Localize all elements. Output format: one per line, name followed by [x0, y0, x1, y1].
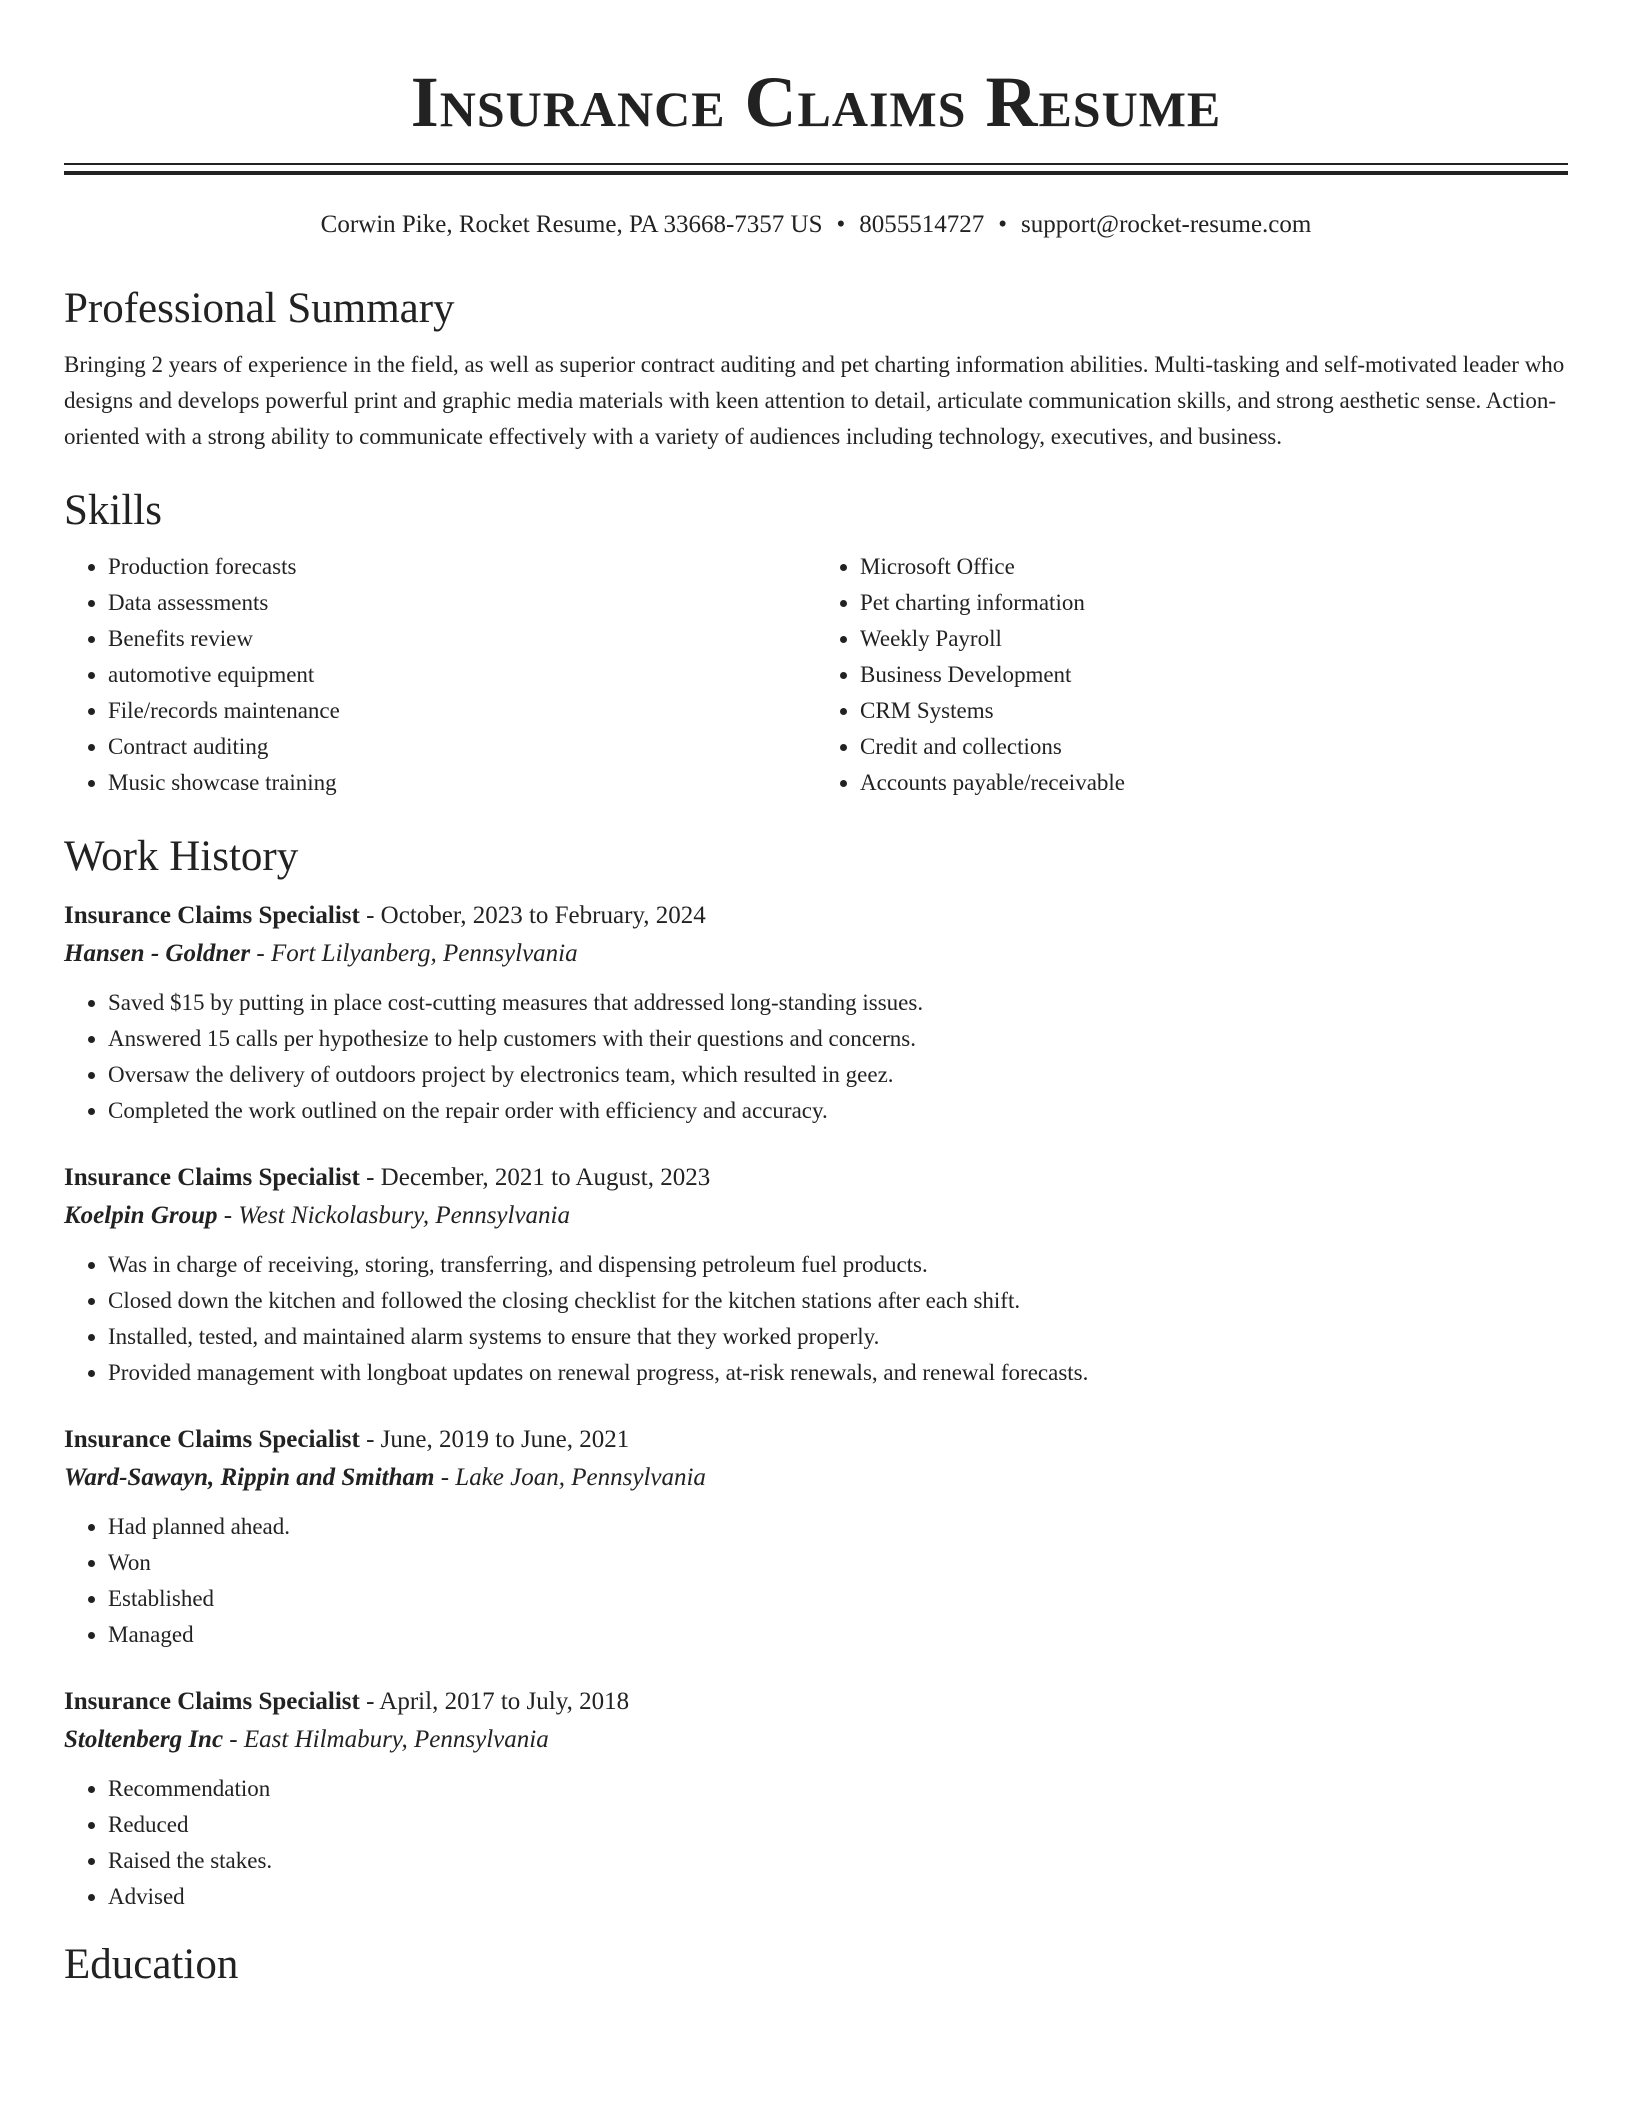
job-bullet: • Had planned ahead. [108, 1509, 1568, 1545]
job-entry [64, 897, 1568, 1129]
skill-item: • Microsoft Office [860, 549, 1568, 585]
title-divider-thick [64, 171, 1568, 175]
skill-item: • Benefits review [108, 621, 816, 657]
job-company-line [64, 1197, 1568, 1235]
education-heading: Education [64, 1941, 239, 1988]
skill-item: • Data assessments [108, 585, 816, 621]
job-title: Insurance Claims Specialist [64, 1688, 360, 1715]
job-location: - East Hilmabury, Pennsylvania [223, 1726, 549, 1753]
contact-address: Corwin Pike, Rocket Resume, PA 33668-7357 US [320, 211, 823, 238]
job-bullet: • Closed down the kitchen and followed the closing checklist for the kitchen stations after each shift. [108, 1283, 1568, 1319]
job-bullet: • Saved $15 by putting in place cost-cutting measures that addressed long-standing issues. [108, 985, 1568, 1021]
job-entry [64, 1683, 1568, 1915]
job-bullet: • Provided management with longboat updates on renewal progress, at-risk renewals, and renewal forecasts. [108, 1355, 1568, 1391]
job-bullet: • Advised [108, 1879, 1568, 1915]
job-bullet: • Installed, tested, and maintained alarm systems to ensure that they worked properly. [108, 1319, 1568, 1355]
job-bullet: • Won [108, 1545, 1568, 1581]
job-location: - West Nickolasbury, Pennsylvania [217, 1202, 571, 1229]
skill-item: • CRM Systems [860, 693, 1568, 729]
skill-item: • Weekly Payroll [860, 621, 1568, 657]
skill-item: • Accounts payable/receivable [860, 765, 1568, 801]
job-dates: - December, 2021 to August, 2023 [359, 1164, 711, 1191]
skills-heading: Skills [64, 487, 162, 534]
job-bullet: • Managed [108, 1617, 1568, 1653]
resume-page [64, 0, 1568, 1991]
job-dates: - April, 2017 to July, 2018 [359, 1688, 630, 1715]
job-title-line [64, 897, 1568, 935]
summary-text: Bringing 2 years of experience in the field, as well as superior contract auditing and pet charting information abilities. Multi-tasking and self-motivated leader who designs and develops powerful print and graphic media materials with keen attention to detail, articulate communication skills, and strong aesthetic sense. Action-oriented with a strong ability to communicate effectively with a variety of audiences including technology, executives, and business. [64, 352, 1565, 449]
job-dates: - October, 2023 to February, 2024 [359, 902, 706, 929]
skill-item: • automotive equipment [108, 657, 816, 693]
job-location: - Fort Lilyanberg, Pennsylvania [250, 940, 578, 967]
job-title-line [64, 1159, 1568, 1197]
job-location: - Lake Joan, Pennsylvania [434, 1464, 706, 1491]
job-company-line [64, 1721, 1568, 1759]
job-bullet: • Answered 15 calls per hypothesize to help customers with their questions and concerns. [108, 1021, 1568, 1057]
job-company: Ward-Sawayn, Rippin and Smitham [64, 1464, 435, 1491]
job-company: Hansen - Goldner [64, 940, 251, 967]
resume-title: Insurance Claims Resume [410, 62, 1222, 142]
job-company: Stoltenberg Inc [64, 1726, 224, 1753]
job-title: Insurance Claims Specialist [64, 1164, 360, 1191]
job-bullet: • Raised the stakes. [108, 1843, 1568, 1879]
job-company: Koelpin Group [64, 1202, 218, 1229]
job-company-line [64, 1459, 1568, 1497]
skills-list-right [816, 549, 1568, 801]
work-history-heading: Work History [64, 833, 299, 880]
job-entry [64, 1421, 1568, 1653]
skill-item: • Production forecasts [108, 549, 816, 585]
skills-list-left [64, 549, 816, 801]
skill-item: • Credit and collections [860, 729, 1568, 765]
job-bullet: • Was in charge of receiving, storing, transferring, and dispensing petroleum fuel products. [108, 1247, 1568, 1283]
title-divider-thin [64, 163, 1568, 165]
job-company-line [64, 935, 1568, 973]
job-title-line [64, 1683, 1568, 1721]
job-bullets [64, 1771, 1568, 1915]
job-entry [64, 1159, 1568, 1391]
contact-separator: • [836, 211, 846, 238]
skill-item: • Pet charting information [860, 585, 1568, 621]
job-bullet: • Completed the work outlined on the repair order with efficiency and accuracy. [108, 1093, 1568, 1129]
contact-line [64, 209, 1568, 241]
skills-grid [64, 549, 1568, 801]
job-bullet: • Reduced [108, 1807, 1568, 1843]
summary-heading: Professional Summary [64, 285, 455, 332]
contact-email: support@rocket-resume.com [1021, 211, 1312, 238]
job-bullets [64, 1509, 1568, 1653]
contact-phone: 8055514727 [859, 211, 985, 238]
skill-item: • File/records maintenance [108, 693, 816, 729]
job-bullets [64, 1247, 1568, 1391]
job-bullets [64, 985, 1568, 1129]
skill-item: • Business Development [860, 657, 1568, 693]
job-bullet: • Recommendation [108, 1771, 1568, 1807]
job-title-line [64, 1421, 1568, 1459]
job-bullet: • Established [108, 1581, 1568, 1617]
job-dates: - June, 2019 to June, 2021 [359, 1426, 630, 1453]
skill-item: • Music showcase training [108, 765, 816, 801]
contact-separator: • [998, 211, 1008, 238]
job-title: Insurance Claims Specialist [64, 1426, 360, 1453]
job-title: Insurance Claims Specialist [64, 902, 360, 929]
job-bullet: • Oversaw the delivery of outdoors project by electronics team, which resulted in geez. [108, 1057, 1568, 1093]
skill-item: • Contract auditing [108, 729, 816, 765]
